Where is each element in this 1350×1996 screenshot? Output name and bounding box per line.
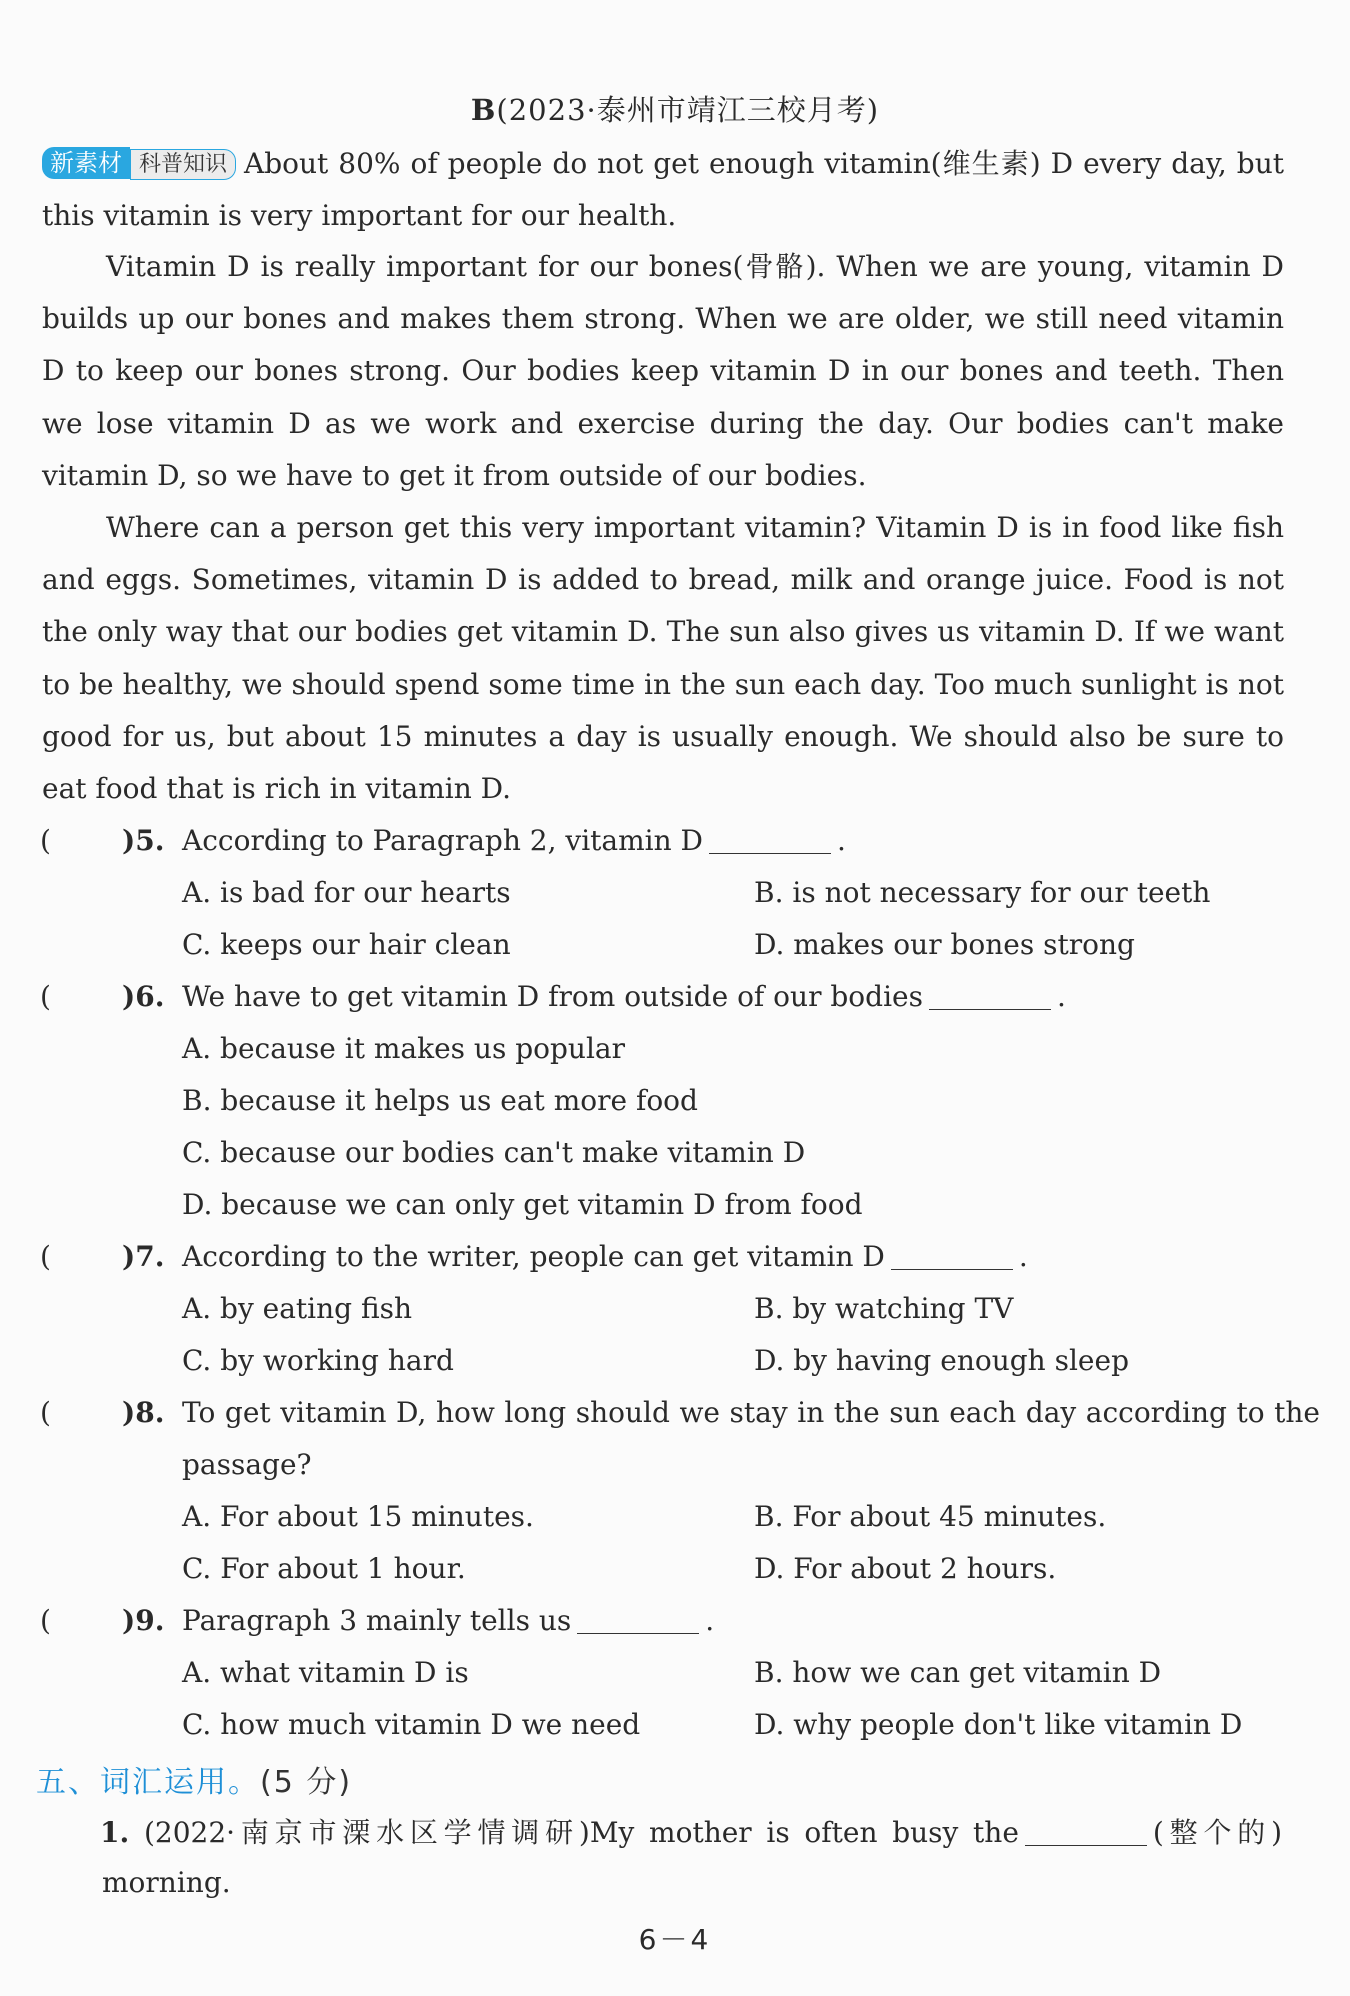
paragraph-1-text: About 80% of people do not get enough vitamin(维生素) D every day, but this vitamin is very important for our health.: [42, 147, 1284, 233]
option-6b[interactable]: B. because it helps us eat more food: [182, 1084, 698, 1117]
answer-blank[interactable]: [709, 823, 831, 854]
option-5b[interactable]: B. is not necessary for our teeth: [754, 876, 1211, 909]
option-7c[interactable]: C. by working hard: [182, 1344, 454, 1377]
question-number: )9.: [122, 1604, 165, 1637]
answer-paren[interactable]: (: [40, 824, 51, 857]
section-points: (5 分): [260, 1765, 353, 1800]
option-5c[interactable]: C. keeps our hair clean: [182, 928, 511, 961]
stem-text: We have to get vitamin D from outside of our bodies: [182, 980, 923, 1013]
question-8: [40, 1387, 1320, 1491]
question-stem: [182, 1595, 714, 1647]
answer-paren[interactable]: (: [40, 980, 51, 1013]
vocab-tail: morning.: [102, 1866, 231, 1899]
answer-blank[interactable]: [1025, 1815, 1147, 1846]
vocab-question-1: [102, 1808, 1282, 1908]
option-9c[interactable]: C. how much vitamin D we need: [182, 1708, 641, 1741]
answer-paren[interactable]: (: [40, 1396, 51, 1429]
page-number: 6－4: [638, 1923, 712, 1956]
option-9a[interactable]: A. what vitamin D is: [182, 1656, 469, 1689]
answer-blank[interactable]: [929, 979, 1051, 1010]
stem-end: .: [837, 824, 846, 857]
vocab-number: 1.: [100, 1816, 130, 1849]
question-number: )5.: [122, 824, 165, 857]
vocab-text: My mother is often busy the: [589, 1816, 1019, 1849]
passage-heading: [0, 88, 1350, 129]
section-title-text: 五、词汇运用。: [36, 1765, 260, 1800]
science-knowledge-tag: 科普知识: [130, 149, 236, 180]
option-5d[interactable]: D. makes our bones strong: [754, 928, 1135, 961]
option-6a[interactable]: A. because it makes us popular: [182, 1032, 625, 1065]
question-stem: [182, 1231, 1028, 1283]
option-6d[interactable]: D. because we can only get vitamin D from food: [182, 1188, 863, 1221]
answer-paren[interactable]: (: [40, 1240, 51, 1273]
stem-end: .: [1056, 980, 1066, 1013]
question-number: )6.: [122, 980, 165, 1013]
vocab-source: (2022·南京市溧水区学情调研): [143, 1816, 590, 1849]
option-9d[interactable]: D. why people don't like vitamin D: [754, 1708, 1243, 1741]
option-9b[interactable]: B. how we can get vitamin D: [754, 1656, 1162, 1689]
question-stem: To get vitamin D, how long should we stay in the sun each day according to the passage?: [182, 1396, 1320, 1481]
option-8b[interactable]: B. For about 45 minutes.: [754, 1500, 1107, 1533]
paragraph-2: Vitamin D is really important for our bones(骨骼). When we are young, vitamin D builds up our bones and makes them strong. When we are older, we still need vitamin D to keep our bones strong. Our bodies keep vitamin D in our bones and teeth. Then we lose vitamin D as we work and exercise during the day. Our bodies can't make vitamin D, so we have to get it from outside of our bodies.: [42, 250, 1284, 492]
stem-end: .: [1018, 1240, 1028, 1273]
stem-end: .: [705, 1604, 715, 1637]
option-7d[interactable]: D. by having enough sleep: [754, 1344, 1129, 1377]
paragraph-1: [42, 138, 1284, 242]
passage-label: B: [470, 93, 497, 127]
option-6c[interactable]: C. because our bodies can't make vitamin D: [182, 1136, 806, 1169]
stem-text: Paragraph 3 mainly tells us: [182, 1604, 572, 1637]
stem-text: According to Paragraph 2, vitamin D: [182, 824, 704, 857]
option-8c[interactable]: C. For about 1 hour.: [182, 1552, 466, 1585]
option-5a[interactable]: A. is bad for our hearts: [182, 876, 511, 909]
passage-source: (2023·泰州市靖江三校月考): [496, 93, 880, 127]
paragraph-3: Where can a person get this very important vitamin? Vitamin D is in food like fish and eggs. Sometimes, vitamin D is added to bread, milk and orange juice. Food is not the only way that our bodies get vitamin D. The sun also gives us vitamin D. If we want to be healthy, we should spend some time in the sun each day. Too much sunlight is not good for us, but about 15 minutes a day is usually enough. We should also be sure to eat food that is rich in vitamin D.: [42, 511, 1284, 806]
option-7b[interactable]: B. by watching TV: [754, 1292, 1014, 1325]
question-stem: [182, 815, 846, 867]
question-number: )8.: [122, 1396, 165, 1429]
answer-blank[interactable]: [577, 1603, 699, 1634]
new-material-tag: 新素材: [42, 147, 130, 179]
question-stem: [182, 971, 1066, 1023]
answer-paren[interactable]: (: [40, 1604, 51, 1637]
section-5-title: [36, 1757, 352, 1809]
option-7a[interactable]: A. by eating fish: [182, 1292, 413, 1325]
vocab-hint: (整个的): [1152, 1816, 1282, 1849]
stem-text: According to the writer, people can get vitamin D: [182, 1240, 885, 1273]
question-number: )7.: [122, 1240, 165, 1273]
option-8d[interactable]: D. For about 2 hours.: [754, 1552, 1057, 1585]
option-8a[interactable]: A. For about 15 minutes.: [182, 1500, 534, 1533]
answer-blank[interactable]: [891, 1239, 1013, 1270]
